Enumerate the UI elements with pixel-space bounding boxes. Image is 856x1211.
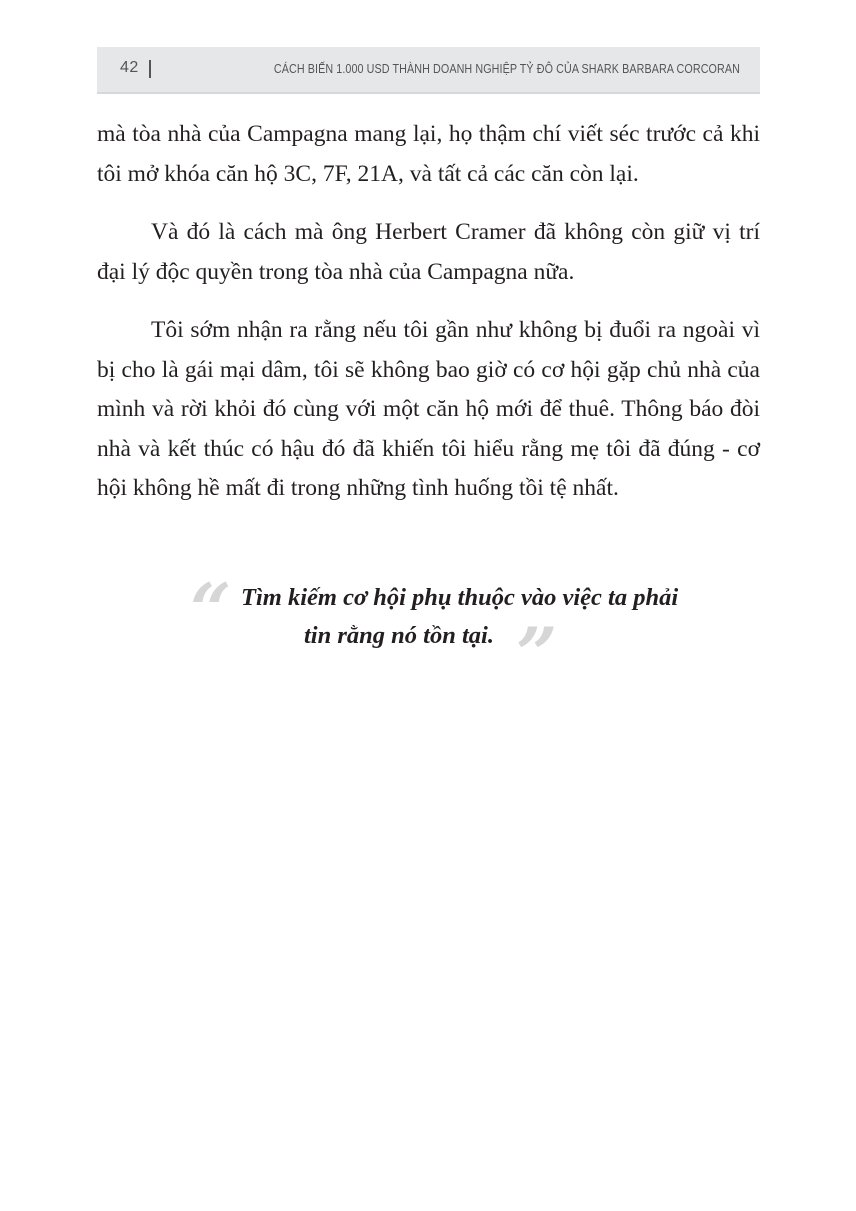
- open-quote-icon: “: [190, 567, 232, 652]
- page-number: 42: [120, 59, 139, 76]
- paragraph-realization: Tôi sớm nhận ra rằng nếu tôi gần như không bị đuổi ra ngoài vì bị cho là gái mại dâm, tôi sẽ không bao giờ có cơ hội gặp chủ nhà của mình và rời khỏi đó cùng với một căn hộ mới để thuê. Thông báo đòi nhà và kết thúc có hậu đó đã khiến tôi hiểu rằng mẹ tôi đã đúng - cơ hội không hề mất đi trong những tình huống tồi tệ nhất.: [97, 317, 760, 501]
- pull-quote-line-2: tin rằng nó tồn tại.: [304, 622, 494, 649]
- running-title: CÁCH BIẾN 1.000 USD THÀNH DOANH NGHIỆP TỶ ĐÔ CỦA SHARK BARBARA CORCORAN: [273, 62, 740, 76]
- body-text: [97, 115, 760, 509]
- close-quote-icon: ”: [516, 611, 558, 696]
- running-header: [97, 47, 760, 94]
- paragraph-continued: mà tòa nhà của Campagna mang lại, họ thậm chí viết séc trước cả khi tôi mở khóa căn hộ 3C, 7F, 21A, và tất cả các căn còn lại.: [97, 121, 760, 187]
- pull-quote-line-1: Tìm kiếm cơ hội phụ thuộc vào việc ta phải: [241, 584, 679, 611]
- paragraph-herbert-cramer: Và đó là cách mà ông Herbert Cramer đã không còn giữ vị trí đại lý độc quyền trong tòa nhà của Campagna nữa.: [97, 219, 760, 285]
- header-divider: [149, 60, 151, 78]
